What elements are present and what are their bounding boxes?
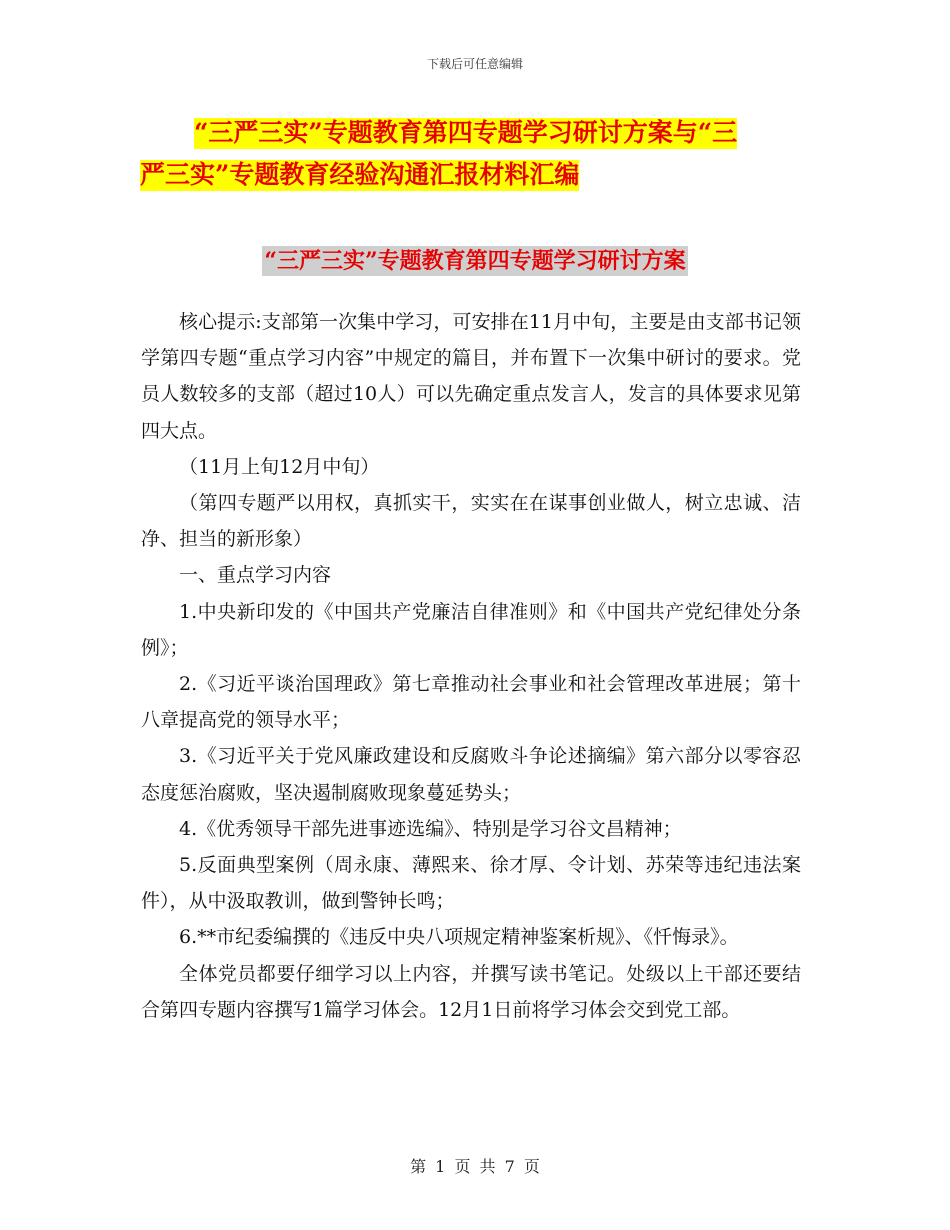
document-title-line-1	[140, 112, 810, 154]
paragraph-heading-key-content: 一、重点学习内容	[179, 564, 332, 587]
list-item-6: 6.**市纪委编撰的《违反中央八项规定精神鉴案析规》、《忏悔录》。	[179, 926, 739, 949]
list-item-5: 5.反面典型案例（周永康、薄熙来、徐才厚、令计划、苏荣等违纪违法案件），从中汲取教训，做到警钟长鸣；	[141, 854, 801, 913]
list-item-1: 1.中央新印发的《中国共产党廉洁自律准则》和《中国共产党纪律处分条例》；	[141, 600, 801, 659]
document-title	[140, 112, 810, 196]
section-title	[0, 244, 950, 275]
title-line-1-text: “三严三实”专题教育第四专题学习研讨方案与“三	[194, 118, 738, 147]
paragraph-requirements: 全体党员都要仔细学习以上内容，并撰写读书笔记。处级以上干部还要结合第四专题内容撰写1篇学习体会。12月1日前将学习体会交到党工部。	[141, 962, 801, 1021]
document-title-line-2	[140, 154, 810, 196]
title-line-2-text: 严三实”专题教育经验沟通汇报材料汇编	[140, 160, 580, 189]
list-item-3: 3.《习近平关于党风廉政建设和反腐败斗争论述摘编》第六部分以零容忍态度惩治腐败，坚决遏制腐败现象蔓延势头；	[141, 745, 801, 804]
list-item-2: 2.《习近平谈治国理政》第七章推动社会事业和社会管理改革进展；第十八章提高党的领导水平；	[141, 673, 801, 732]
paragraph-time-range: （11月上旬12月中旬）	[179, 455, 380, 478]
page-header-note: 下载后可任意编辑	[426, 57, 523, 71]
paragraph-topic: （第四专题严以用权，真抓实干，实实在在谋事创业做人，树立忠诚、洁净、担当的新形象）	[141, 492, 801, 551]
section-title-text: “三严三实”专题教育第四专题学习研讨方案	[264, 248, 686, 274]
paragraph-core-tip: 核心提示:支部第一次集中学习，可安排在11月中旬，主要是由支部书记领学第四专题“重点学习内容”中规定的篇目，并布置下一次集中研讨的要求。党员人数较多的支部（超过10人）可以先确定重点发言人，发言的具体要求见第四大点。	[141, 311, 801, 442]
list-item-4: 4.《优秀领导干部先进事迹选编》、特别是学习谷文昌精神；	[179, 817, 682, 840]
document-body	[141, 304, 801, 1028]
page-number-footer: 第 1 页 共 7 页	[410, 1157, 540, 1176]
